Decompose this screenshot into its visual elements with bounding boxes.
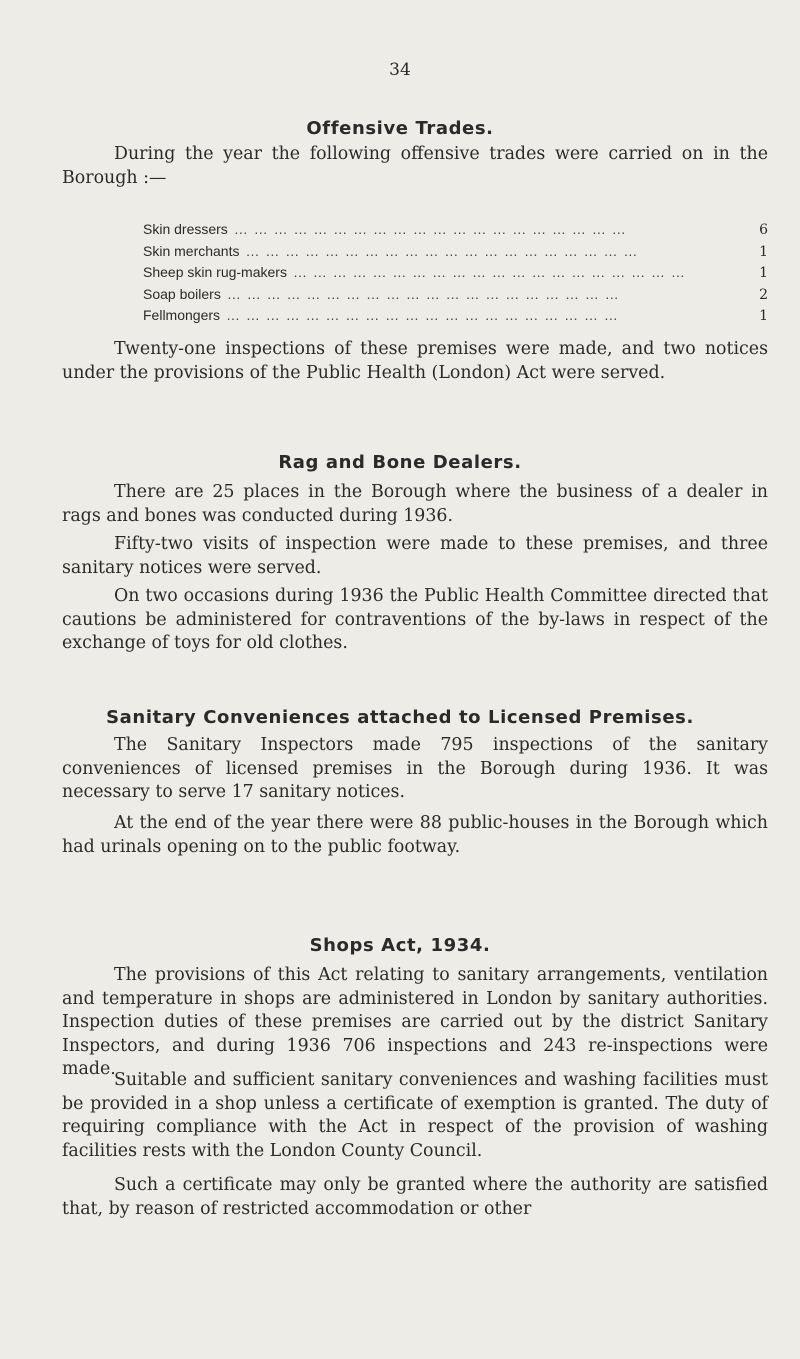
trade-name: Skin merchants (143, 242, 240, 259)
sanitary-conveniences-paragraph-2: At the end of the year there were 88 public-houses in the Borough which had urinals opening on to the public footway. (62, 813, 768, 857)
trade-name: Fellmongers (143, 307, 221, 323)
trade-name: Skin dressers (143, 221, 228, 237)
trade-count: 1 (759, 243, 768, 260)
leader-dots: … … … … … … … … … … … … … … … … … … … … (226, 285, 620, 302)
sanitary-conveniences-paragraph-1: The Sanitary Inspectors made 795 inspections of the sanitary conveniences of licensed premises in the Borough during 1936. It was necessary to serve 17 sanitary notices. (62, 735, 768, 802)
rag-bone-paragraph-1: There are 25 places in the Borough where the business of a dealer in rags and bones was conducted during 1936. (62, 482, 768, 526)
trade-count: 2 (759, 286, 768, 303)
shops-act-heading: Shops Act, 1934. (309, 935, 491, 956)
offensive-trades-heading: Offensive Trades. (306, 118, 494, 139)
shops-act-paragraph-3: Such a certificate may only be granted where the authority are satisfied that, by reason of restricted accommodation or other (62, 1175, 768, 1219)
trade-row (143, 264, 768, 286)
trade-count: 1 (759, 265, 768, 281)
rag-bone-heading: Rag and Bone Dealers. (278, 452, 522, 473)
trade-row (143, 307, 768, 329)
sanitary-conveniences-heading: Sanitary Conveniences attached to Licensed Premises. (106, 707, 694, 728)
trade-row (143, 286, 768, 308)
leader-dots: … … … … … … … … … … … … … … … … … … … … (233, 221, 627, 237)
trade-row (143, 243, 768, 265)
leader-dots: … … … … … … … … … … … … … … … … … … … … (292, 264, 686, 280)
rag-bone-paragraph-2: Fifty-two visits of inspection were made to these premises, and three sanitary notices were served. (62, 534, 768, 578)
offensive-trades-summary: Twenty-one inspections of these premises were made, and two notices under the provisions of the Public Health (London) Act were served. (62, 339, 768, 383)
rag-bone-paragraph-3: On two occasions during 1936 the Public Health Committee directed that cautions be administered for contraventions of the by-laws in respect of the exchange of toys for old clothes. (62, 586, 768, 653)
trade-name: Soap boilers (143, 285, 221, 302)
leader-dots: … … … … … … … … … … … … … … … … … … … … (226, 307, 619, 323)
shops-act-paragraph-2: Suitable and sufficient sanitary conveniences and washing facilities must be provided in a shop unless a certificate of exemption is granted. The duty of requiring compliance with the Act in respect of the provision of washing facilities rests with the London County Council. (62, 1070, 768, 1161)
trade-count: 6 (759, 222, 768, 238)
leader-dots: … … … … … … … … … … … … … … … … … … … … (245, 242, 639, 259)
trade-row (143, 221, 768, 243)
shops-act-paragraph-1: The provisions of this Act relating to sanitary arrangements, ventilation and temperature in shops are administered in London by sanitary authorities. Inspection duties of these premises are carried out by the district Sanitary Inspectors, and during 1936 706 inspections and 243 re-inspections were made. (62, 965, 768, 1079)
trade-count: 1 (759, 308, 768, 324)
trade-name: Sheep skin rug-makers (143, 264, 287, 280)
offensive-trades-list (143, 221, 768, 329)
page-number: 34 (389, 60, 411, 80)
offensive-trades-intro: During the year the following offensive trades were carried on in the Borough :— (62, 144, 768, 188)
